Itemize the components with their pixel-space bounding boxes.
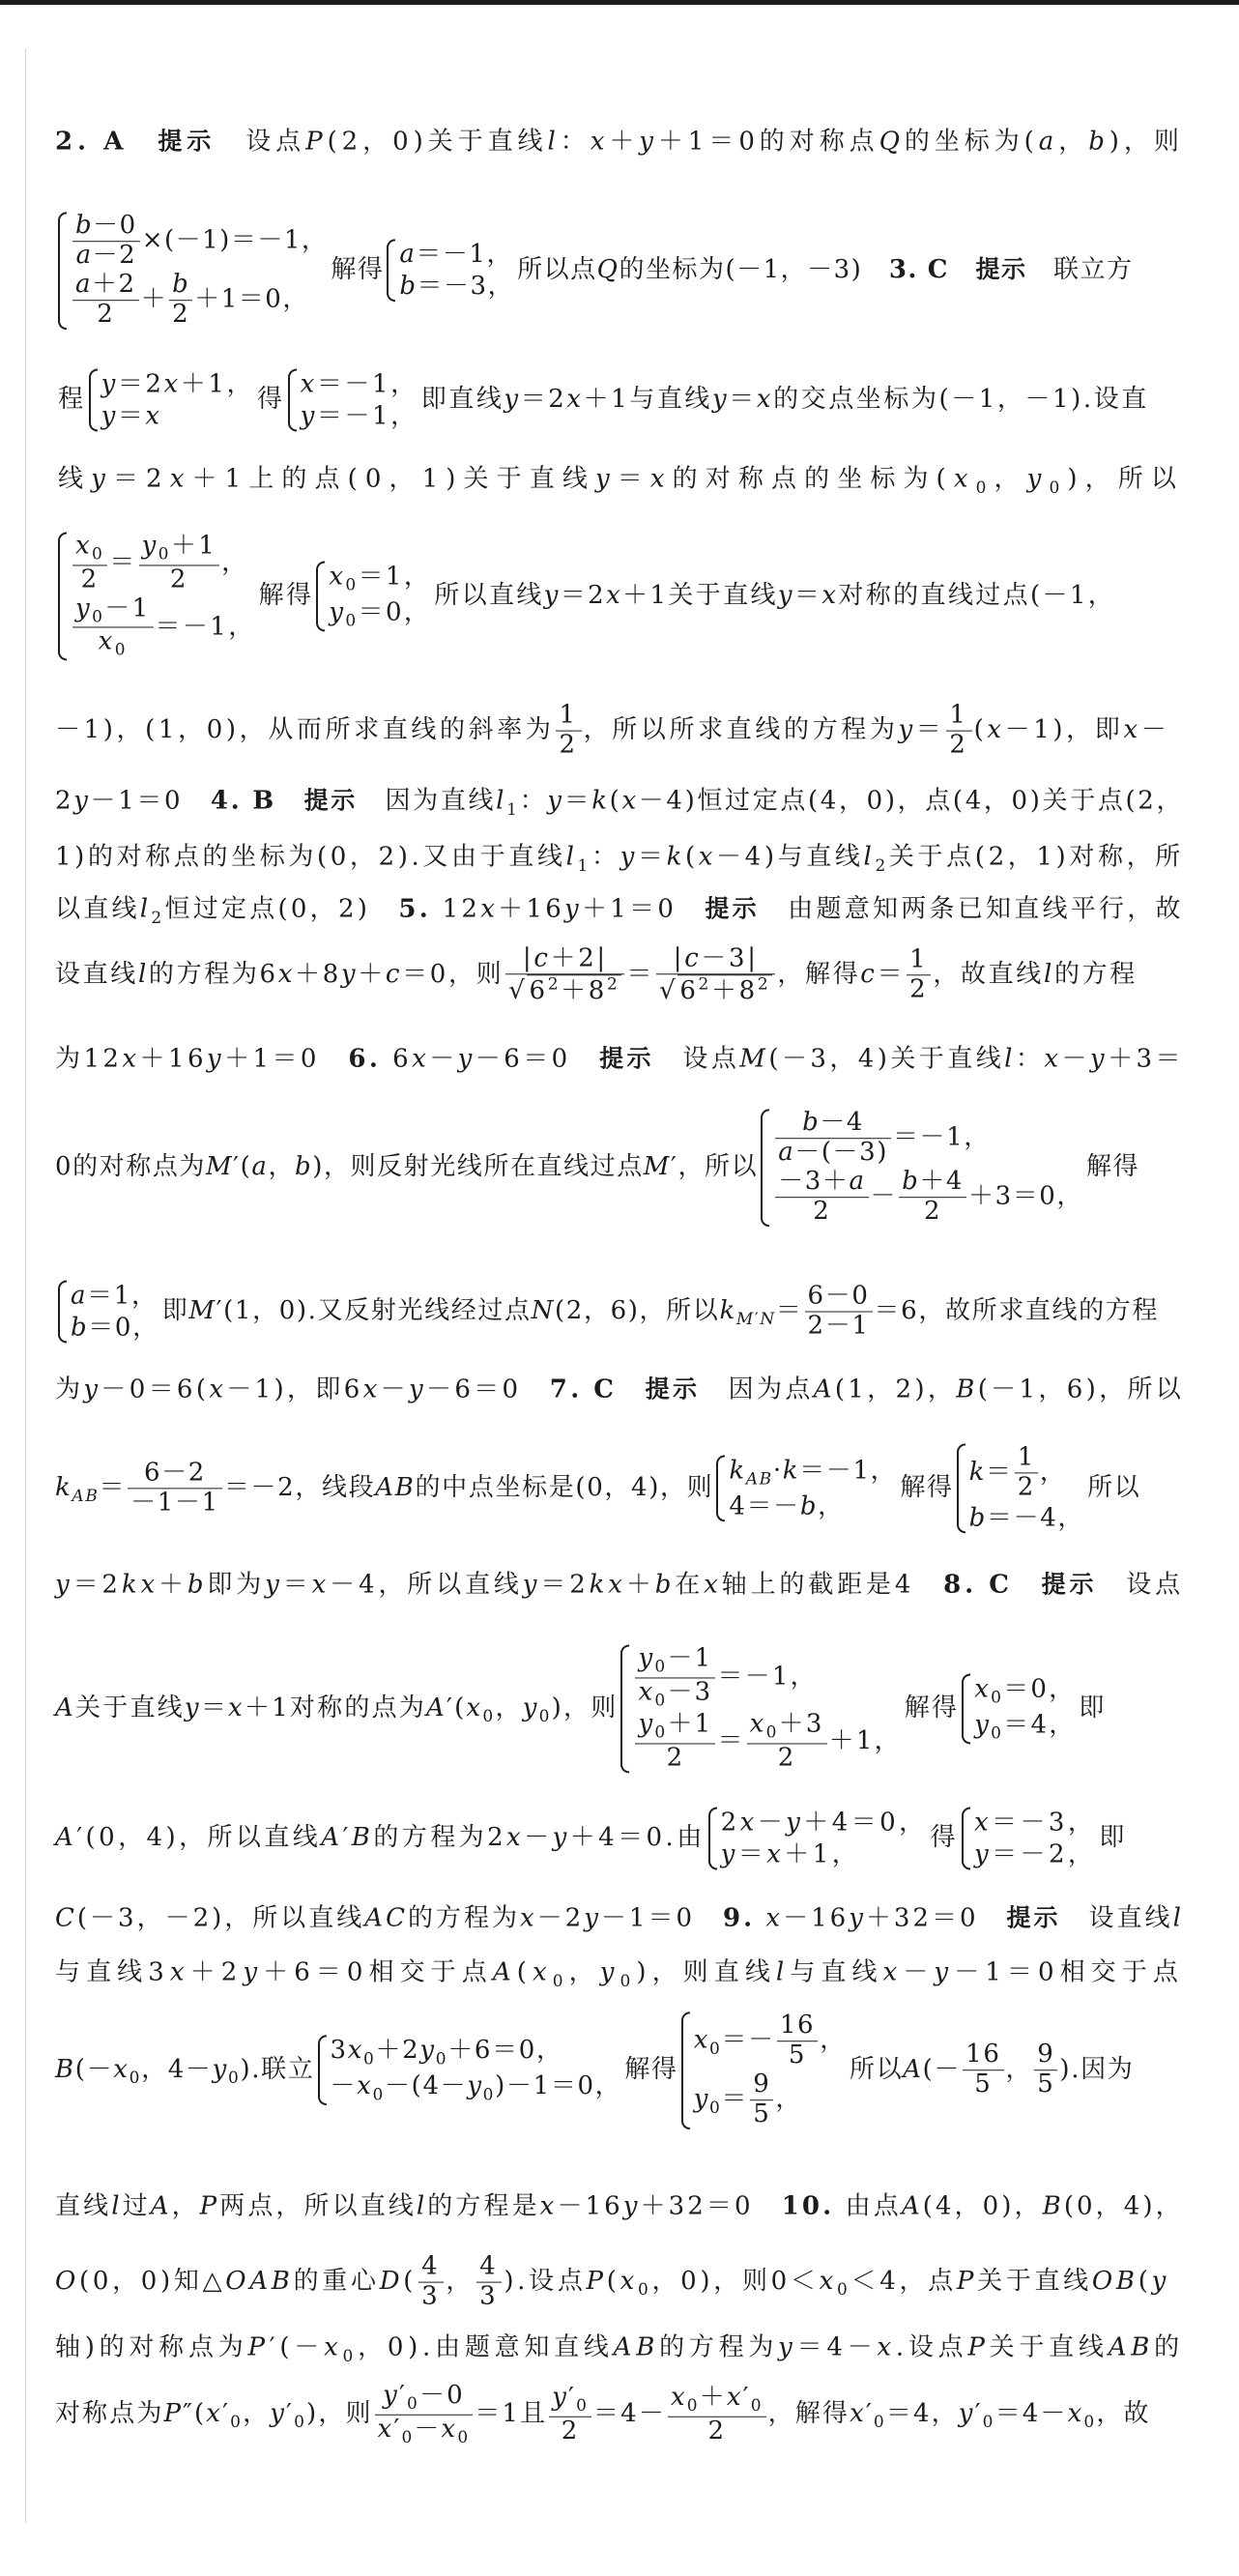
answer-line-text: C(－3，－2)，所以直线AC的方程为x－2y－1＝0 9. x－16y＋32＝0 提示 设直线l: [55, 1903, 1184, 1933]
answer-line-text: A关于直线y＝x＋1对称的点为$A'(x_0$，$y_0$)，则 $\frac{y_0-1}{x_0-3}$ ＝－1， $\frac{y_0+1}{2}$ ＝ $\frac{x_0+3}{2}$ ＋1， 解得 $x_0=0$， $y_0=4$， 即: [55, 1643, 1107, 1773]
answer-line-text: $k_{AB}=$ $\frac{6-2}{-1-1}$ ＝－2，线段AB的中点坐标是(0，4)，则 $k_{AB}\cdot k=-1$， 4＝－b， 解得 k＝ $\frac{1}{2}$ ， b＝－4， 所以: [55, 1442, 1141, 1533]
margin-line: [25, 48, 26, 2523]
answer-line-text: 为12x＋16y＋1＝0 6. 6x－y－6＝0 提示 设点M(－3，4)关于直线l：x－y＋3＝: [55, 1044, 1184, 1074]
answer-line-text: $\frac{x_0}{2}$ ＝ $\frac{y_0+1}{2}$ ， $\frac{y_0-1}{x_0}$ ＝－1， 解得 $x_0=1$， $y_0=0$， 所以直线y＝2x＋1关于直线y＝x对称的直线过点(－1，: [55, 532, 1115, 660]
answer-line-text: a＝1， b＝0， 即M′(1，0).又反射光线经过点N(2，6)，所以$k_{M'N}=$ $\frac{6-0}{2-1}$ ＝6，故所求直线的方程: [55, 1281, 1159, 1344]
answer-line-text: 为y－0＝6(x－1)，即6x－y－6＝0 7. C 提示 因为点A(1，2)，B(－1，6)，所以: [55, 1375, 1185, 1404]
answer-line-text: 程 y＝2x＋1， y＝x 得 x＝－1， y＝－1， 即直线y＝2x＋1与直线y＝x的交点坐标为(－1，－1).设直: [58, 369, 1149, 430]
answer-line-text: A′(0，4)，所以直线A′B的方程为2x－y＋4＝0.由 2x－y＋4＝0， y＝x＋1， 得 x＝－3， y＝－2， 即: [55, 1808, 1128, 1868]
answer-line-text: 2y－1＝0 4. B 提示 因为直线$l_1$：y＝k(x－4)恒过定点(4，0)，点(4，0)关于点(2，: [55, 786, 1185, 820]
answer-line-text: 2. A 提示 设点P(2，0)关于直线l：x＋y＋1＝0的对称点Q的坐标为(a，b)，则: [55, 127, 1184, 157]
answer-line-text: 设直线l的方程为6x＋8y＋c＝0，则 $\frac{|c+2|}{√6^2+8^2}$ ＝ $\frac{|c-3|}{√6^2+8^2}$ ，解得c＝ $\frac{1}{2}$ ，故直线l的方程: [55, 943, 1138, 1005]
answer-line-text: 直线l过A，P两点，所以直线l的方程是x－16y＋32＝0 10. 由点A(4，0)，B(0，4)，: [55, 2191, 1184, 2221]
answer-line-text: 以直线$l_2$恒过定点(0，2) 5. 12x＋16y＋1＝0 提示 由题意知两条已知直线平行，故: [55, 894, 1184, 928]
top-rule: [0, 0, 1239, 5]
answer-line-text: －1)，(1，0)，从而所求直线的斜率为 $\frac{1}{2}$ ，所以所求直线的方程为y＝ $\frac{1}{2}$ (x－1)，即x－: [55, 700, 1170, 760]
answer-line-text: 1)的对称点的坐标为(0，2).又由于直线$l_1$：y＝k(x－4)与直线$l_2$关于点(2，1)对称，所: [55, 842, 1184, 876]
answer-line-text: y＝2kx＋b即为y＝x－4，所以直线y＝2kx＋b在x轴上的截距是4 8. C 提示 设点: [55, 1570, 1185, 1600]
answer-line-text: 线y＝2x＋1上的点(0，1)关于直线y＝x的对称点的坐标为($x_0$，$y_0$)，所以: [58, 464, 1184, 498]
answer-line-text: 轴)的对称点为$P'(-x_0$，0).由题意知直线AB的方程为y＝4－x.设点P关于直线AB的: [55, 2332, 1184, 2366]
answer-line-text: $\frac{b-0}{a-2}$ ×(－1)＝－1， $\frac{a+2}{2}$ ＋ $\frac{b}{2}$ ＋1＝0， 解得 a＝－1， b＝－3， 所以点Q的坐标为(－1，－3) 3. C 提示 联立方: [55, 212, 1133, 330]
answer-line-text: $B(-x_0$，$4-y_0$).联立 $3x_0+2y_0+6=0$， $-x_0-(4-y_0)-1=0$， 解得 $x_0=-$ $\frac{16}{5}$ ， $y_0=$ $\frac{9}{5}$ ， 所以A(－ $\frac{16}{5}$ ， $\frac{9}{5}$ ).因为: [55, 2011, 1135, 2128]
answer-line-text: 与直线3x＋2y＋6＝0相交于点$A(x_0$，$y_0$)，则直线l与直线x－y－1＝0相交于点: [55, 1957, 1184, 1991]
answer-line-text: 对称点为$P''(x'_0$，$y'_0$)，则 $\frac{y'_0-0}{x'_0-x_0}$ ＝1且 $\frac{y'_0}{2}$ ＝4－ $\frac{x_0+x'_0}{2}$ ，解得$x'_0=4$，$y'_0=4-x_0$，故: [55, 2380, 1151, 2447]
answer-line-text: O(0，0)知△OAB的重心D( $\frac{4}{3}$ ， $\frac{4}{3}$ ).设点$P(x_0$，0)，则$0<x_0<4$，点P关于直线OB(y: [55, 2251, 1169, 2311]
answer-line-text: 0的对称点为M′(a，b)，则反射光线所在直线过点M′，所以 $\frac{b-4}{a-(-3)}$ ＝－1， $\frac{-3+a}{2}$ － $\frac{b+4}{2}$ ＋3＝0， 解得: [55, 1108, 1140, 1226]
